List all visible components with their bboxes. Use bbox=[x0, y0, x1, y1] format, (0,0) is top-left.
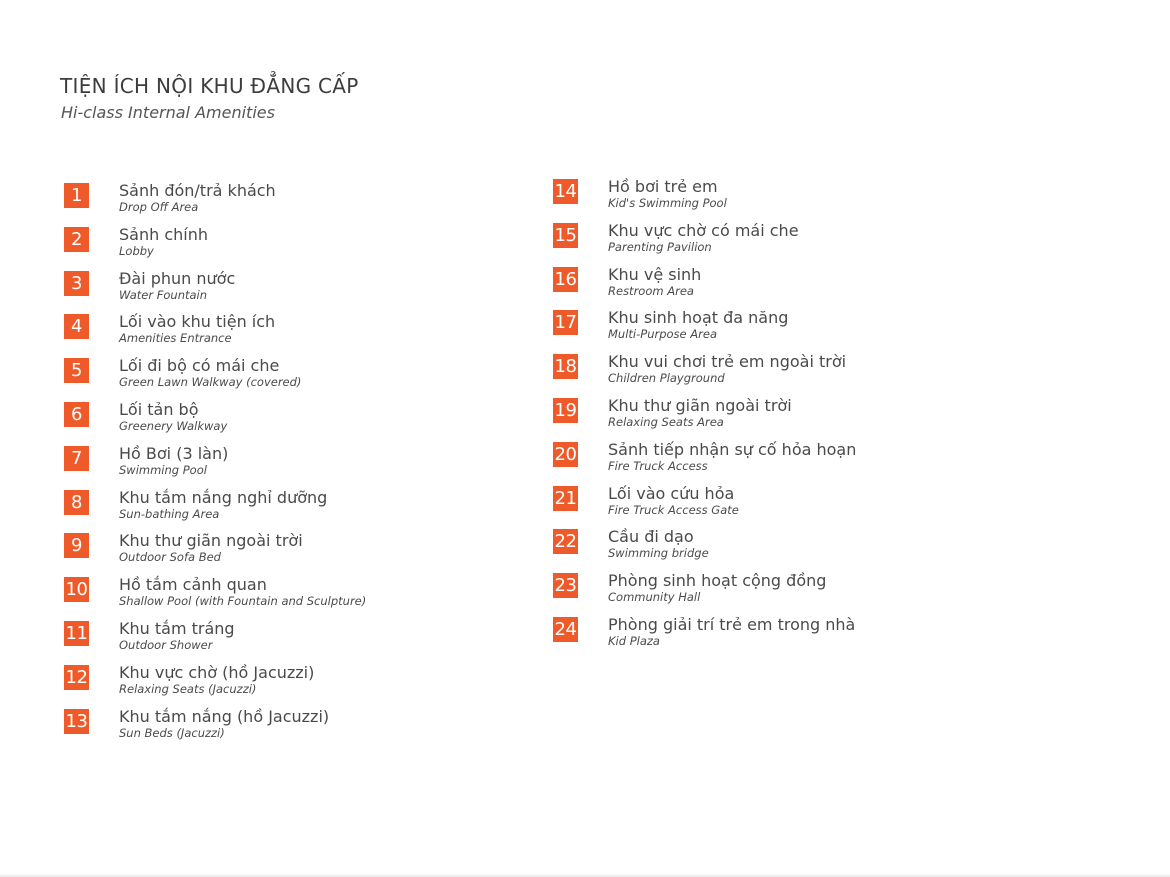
amenity-text bbox=[119, 399, 227, 433]
amenity-number-badge: 16 bbox=[554, 268, 577, 290]
amenity-text bbox=[119, 487, 327, 521]
amenity-name-en: Community Hall bbox=[608, 590, 701, 605]
amenity-number-badge: 6 bbox=[64, 402, 89, 427]
amenity-text bbox=[608, 176, 727, 210]
amenity-number-badge: 12 bbox=[65, 666, 88, 688]
amenity-name-vn: Khu tắm nắng nghỉ dưỡng bbox=[119, 487, 328, 507]
amenity-name-vn: Khu thư giãn ngoài trời bbox=[119, 531, 303, 551]
amenity-text bbox=[608, 526, 709, 560]
amenity-number-badge: 20 bbox=[554, 443, 577, 465]
amenity-name-en: Restroom Area bbox=[608, 283, 694, 298]
amenity-number-badge: 3 bbox=[64, 271, 89, 296]
amenity-name-en: Greenery Walkway bbox=[119, 418, 228, 433]
amenity-name-vn: Lối vào khu tiện ích bbox=[119, 312, 276, 332]
amenity-number-badge: 7 bbox=[64, 446, 89, 471]
amenity-name-vn: Cầu đi dạo bbox=[608, 527, 694, 547]
amenity-name-vn: Phòng giải trí trẻ em trong nhà bbox=[608, 614, 856, 634]
amenity-number-badge: 24 bbox=[554, 618, 577, 640]
amenity-name-vn: Sảnh chính bbox=[119, 224, 208, 244]
amenity-text bbox=[608, 351, 846, 385]
amenity-name-en: Shallow Pool (with Fountain and Sculpture) bbox=[119, 594, 367, 609]
amenity-text bbox=[608, 439, 856, 473]
amenity-number-badge: 4 bbox=[64, 314, 89, 339]
amenity-text bbox=[608, 220, 799, 254]
amenity-number-badge: 2 bbox=[64, 227, 89, 252]
amenity-name-en: Swimming Pool bbox=[119, 462, 207, 477]
amenity-name-vn: Lối tản bộ bbox=[119, 399, 199, 419]
amenity-name-en: Sun-bathing Area bbox=[119, 506, 220, 521]
amenity-name-vn: Khu sinh hoạt đa năng bbox=[608, 308, 789, 328]
amenity-name-vn: Lối đi bộ có mái che bbox=[119, 356, 280, 376]
amenity-number-badge: 8 bbox=[64, 490, 89, 515]
amenity-text bbox=[119, 224, 208, 258]
amenity-number-badge: 9 bbox=[64, 533, 89, 558]
amenity-name-en: Green Lawn Walkway (covered) bbox=[119, 375, 302, 390]
amenity-name-en: Kid's Swimming Pool bbox=[608, 196, 727, 210]
amenity-text bbox=[119, 530, 303, 564]
amenity-name-vn: Phòng sinh hoạt cộng đồng bbox=[608, 571, 827, 591]
amenity-text bbox=[608, 264, 701, 298]
amenity-name-vn: Khu thư giãn ngoài trời bbox=[608, 395, 792, 415]
amenity-text bbox=[119, 355, 301, 389]
amenity-text bbox=[119, 618, 235, 652]
amenity-name-en: Parenting Pavilion bbox=[608, 239, 712, 254]
page-header bbox=[60, 72, 359, 124]
amenity-name-en: Fire Truck Access Gate bbox=[608, 502, 739, 517]
amenity-name-vn: Hồ Bơi (3 làn) bbox=[119, 443, 229, 463]
amenity-text bbox=[608, 395, 792, 429]
amenity-name-en: Children Playground bbox=[608, 371, 725, 386]
amenity-number-badge: 13 bbox=[65, 710, 88, 732]
amenity-name-en: Kid Plaza bbox=[608, 633, 660, 648]
amenity-text bbox=[119, 180, 276, 214]
amenity-text bbox=[119, 311, 275, 345]
amenity-number-badge: 1 bbox=[64, 183, 89, 208]
amenity-number-badge: 22 bbox=[554, 531, 577, 553]
amenity-name-en: Relaxing Seats Area bbox=[608, 414, 724, 429]
amenity-number-badge: 19 bbox=[554, 399, 577, 421]
amenity-name-en: Water Fountain bbox=[119, 287, 208, 302]
amenity-text bbox=[608, 570, 826, 604]
amenity-name-vn: Khu vui chơi trẻ em ngoài trời bbox=[608, 352, 847, 372]
amenity-text bbox=[119, 662, 314, 696]
amenity-name-vn: Lối vào cứu hỏa bbox=[608, 483, 735, 503]
amenity-text bbox=[608, 307, 788, 341]
amenity-name-vn: Khu vệ sinh bbox=[608, 264, 702, 284]
amenity-name-vn: Đài phun nước bbox=[119, 268, 236, 288]
amenity-name-en: Swimming bridge bbox=[608, 546, 709, 561]
amenity-name-vn: Hồ tắm cảnh quan bbox=[119, 575, 267, 595]
amenity-name-en: Amenities Entrance bbox=[119, 331, 232, 346]
amenity-name-en: Sun Beds (Jacuzzi) bbox=[119, 725, 225, 740]
amenity-number-badge: 15 bbox=[554, 224, 577, 246]
amenity-text bbox=[608, 483, 739, 517]
amenity-text bbox=[119, 574, 366, 608]
amenity-text bbox=[119, 443, 228, 477]
amenity-name-en: Drop Off Area bbox=[119, 200, 199, 214]
amenity-number-badge: 18 bbox=[554, 356, 577, 378]
amenity-name-en: Fire Truck Access bbox=[608, 458, 708, 473]
amenity-number-badge: 21 bbox=[554, 487, 577, 509]
amenity-name-en: Relaxing Seats (Jacuzzi) bbox=[119, 681, 257, 696]
amenity-name-en: Outdoor Shower bbox=[119, 637, 213, 652]
amenity-name-en: Multi-Purpose Area bbox=[608, 327, 717, 342]
amenity-number-badge: 10 bbox=[65, 579, 88, 601]
amenity-name-vn: Khu vực chờ (hồ Jacuzzi) bbox=[119, 662, 315, 682]
page-title: TIỆN ÍCH NỘI KHU ĐẲNG CẤP bbox=[60, 74, 359, 98]
amenity-name-vn: Khu tắm nắng (hồ Jacuzzi) bbox=[119, 706, 330, 726]
amenity-text bbox=[608, 614, 855, 648]
amenity-name-vn: Sảnh tiếp nhận sự cố hỏa hoạn bbox=[608, 439, 857, 459]
amenity-name-vn: Sảnh đón/trả khách bbox=[119, 181, 276, 200]
amenity-number-badge: 5 bbox=[64, 358, 89, 383]
amenity-name-vn: Khu tắm tráng bbox=[119, 618, 235, 638]
amenity-number-badge: 14 bbox=[554, 181, 577, 202]
amenity-number-badge: 17 bbox=[554, 312, 577, 334]
amenity-name-en: Lobby bbox=[119, 243, 154, 258]
amenity-name-en: Outdoor Sofa Bed bbox=[119, 550, 221, 565]
amenity-text bbox=[119, 268, 235, 302]
amenity-text bbox=[119, 706, 329, 740]
amenity-number-badge: 23 bbox=[554, 575, 577, 597]
page-subtitle: Hi-class Internal Amenities bbox=[61, 103, 275, 122]
amenity-name-vn: Hồ bơi trẻ em bbox=[608, 177, 718, 196]
amenity-number-badge: 11 bbox=[65, 622, 88, 644]
amenity-name-vn: Khu vực chờ có mái che bbox=[608, 220, 799, 240]
